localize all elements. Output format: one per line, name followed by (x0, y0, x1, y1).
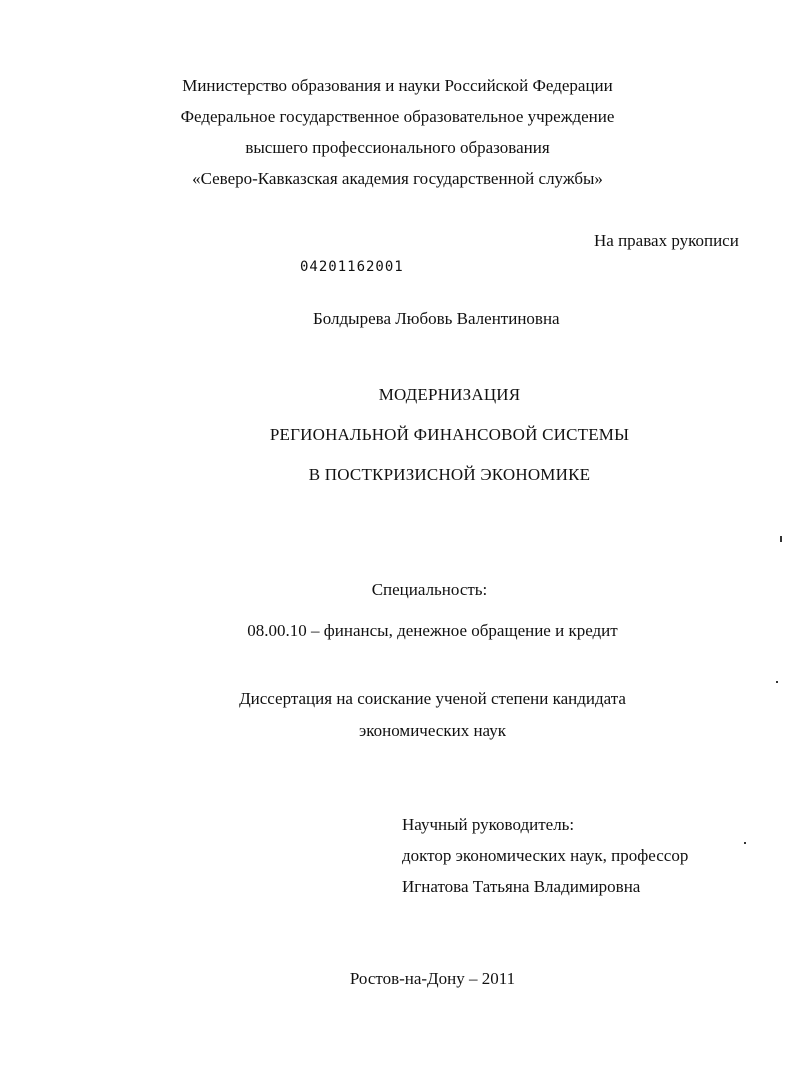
title-line-1: МОДЕРНИЗАЦИЯ (378, 385, 521, 404)
scan-speck (780, 536, 782, 542)
scan-speck (776, 681, 778, 683)
supervisor-degree: доктор экономических наук, профессор (402, 846, 689, 865)
degree-line-1: Диссертация на соискание ученой степени кандидата (239, 689, 626, 708)
manuscript-note: На правах рукописи (594, 231, 739, 250)
scan-speck (744, 842, 746, 844)
education-level-line: высшего профессионального образования (245, 138, 550, 157)
academy-name-line: «Северо-Кавказская академия государственной службы» (192, 169, 603, 188)
ministry-line: Министерство образования и науки Российской Федерации (182, 76, 613, 95)
title-line-3: В ПОСТКРИЗИСНОЙ ЭКОНОМИКЕ (308, 465, 591, 484)
supervisor-name: Игнатова Татьяна Владимировна (402, 877, 641, 896)
title-line-2: РЕГИОНАЛЬНОЙ ФИНАНСОВОЙ СИСТЕМЫ (269, 425, 630, 444)
specialty-label: Специальность: (371, 580, 488, 599)
author-name: Болдырева Любовь Валентиновна (313, 309, 560, 328)
city-year: Ростов-на-Дону – 2011 (349, 969, 516, 988)
institution-line: Федеральное государственное образовательное учреждение (180, 107, 615, 126)
specialty-value: 08.00.10 – финансы, денежное обращение и кредит (247, 621, 618, 640)
serial-number: 04201162001 (300, 259, 404, 275)
degree-line-2: экономических наук (358, 721, 507, 740)
supervisor-label: Научный руководитель: (402, 815, 575, 834)
